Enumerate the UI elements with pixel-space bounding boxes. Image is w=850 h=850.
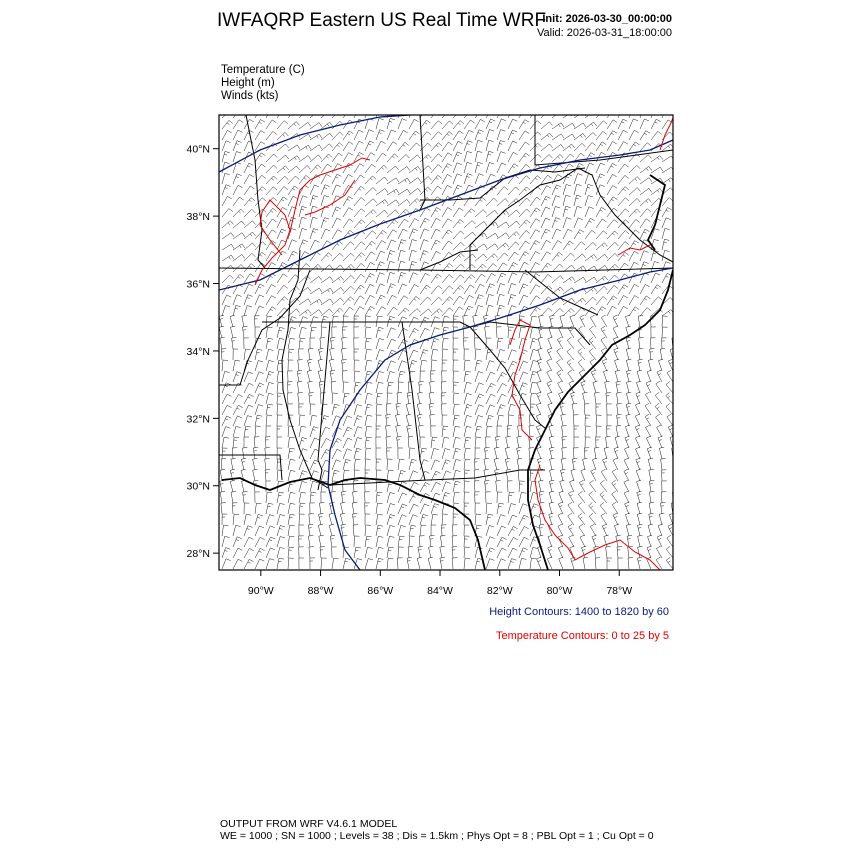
lon-tick-label: 78°W [606, 585, 633, 597]
footer-model-info: OUTPUT FROM WRF V4.6.1 MODEL [220, 818, 398, 830]
lon-tick-label: 82°W [486, 585, 513, 597]
lat-tick-label: 30°N [186, 480, 210, 493]
valid-time: Valid: 2026-03-31_18:00:00 [537, 27, 672, 39]
height-contours [219, 115, 673, 570]
map-frame [219, 115, 673, 570]
footer-config-info: WE = 1000 ; SN = 1000 ; Levels = 38 ; Dis = 1.5km ; Phys Opt = 8 ; PBL Opt = 1 ; Cu Opt = 0 [220, 830, 654, 842]
wind-barbs [219, 107, 685, 569]
lon-tick-label: 88°W [307, 585, 334, 597]
lon-tick-label: 86°W [367, 585, 394, 597]
plot-title: IWFAQRP Eastern US Real Time WRF [217, 10, 547, 31]
lat-tick-label: 34°N [186, 345, 210, 358]
lon-tick-label: 90°W [247, 585, 274, 597]
rivers [282, 250, 328, 488]
lat-tick-label: 40°N [186, 143, 210, 156]
field-temperature-label: Temperature (C) [221, 64, 305, 76]
temperature-contours-legend: Temperature Contours: 0 to 25 by 5 [495, 630, 669, 642]
lat-tick-label: 28°N [186, 548, 210, 561]
height-contours-legend: Height Contours: 1400 to 1820 by 60 [489, 606, 669, 618]
lat-tick-label: 36°N [186, 278, 210, 291]
init-time: Init: 2026-03-30_00:00:00 [542, 13, 672, 25]
state-boundaries [219, 115, 673, 490]
field-winds-label: Winds (kts) [221, 90, 279, 102]
wind-barb-field [219, 107, 685, 569]
field-height-label: Height (m) [221, 77, 275, 89]
lat-tick-label: 38°N [186, 211, 210, 224]
lat-tick-label: 32°N [186, 413, 210, 426]
lon-tick-label: 84°W [427, 585, 453, 597]
lon-tick-label: 80°W [546, 585, 573, 597]
map-area [187, 107, 685, 597]
